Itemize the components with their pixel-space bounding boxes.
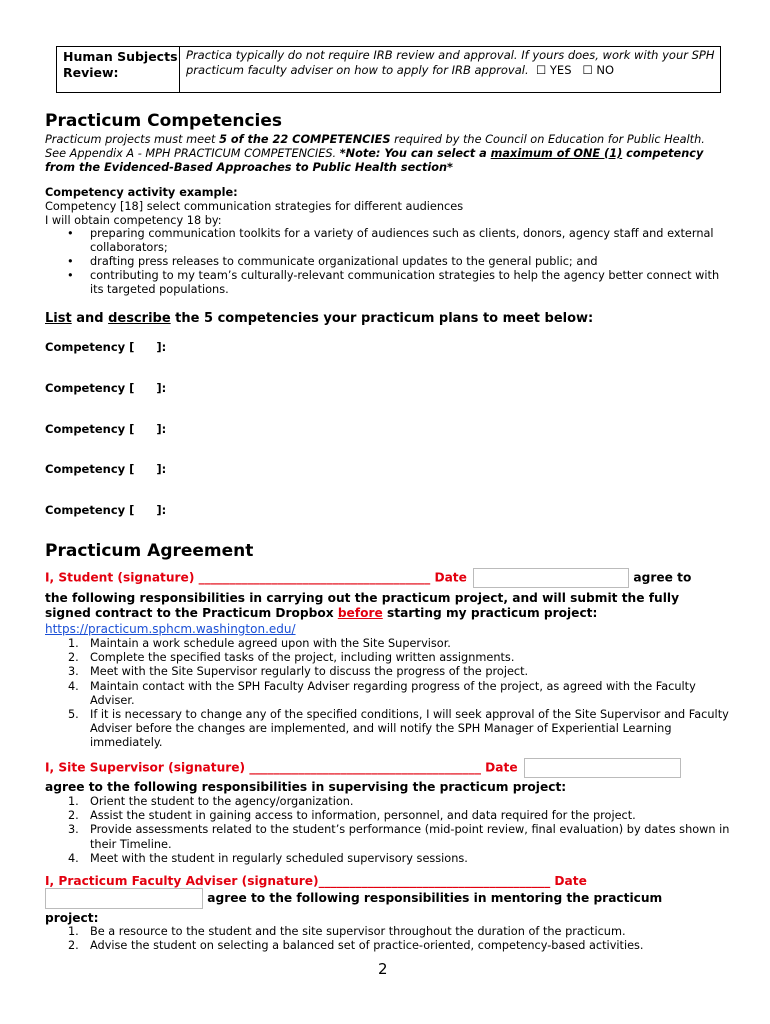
supervisor-item: Provide assessments related to the student’s performance (mid-point review, final evaluation) by dates shown in their Timeline. bbox=[90, 823, 730, 851]
adviser-resp-text-2: project: bbox=[45, 911, 99, 925]
irb-no-checkbox[interactable]: ☐ NO bbox=[582, 62, 615, 77]
competency-close: ]: bbox=[156, 340, 167, 354]
competency-label: Competency [ bbox=[45, 422, 135, 436]
page-number: 2 bbox=[378, 960, 388, 978]
competency-close: ]: bbox=[156, 462, 167, 476]
supervisor-item: Orient the student to the agency/organization. bbox=[90, 795, 354, 808]
list-item: 2. Advise the student on selecting a balanced set of practice-oriented, competency-based activities. bbox=[68, 939, 644, 953]
supervisor-responsibilities-intro: agree to the following responsibilities in supervising the practicum project: bbox=[45, 780, 567, 794]
irb-text: Practica typically do not require IRB review and approval. If yours does, work with your SPH practicum faculty adviser on how to apply for IRB approval. bbox=[186, 48, 715, 77]
competency-row-3[interactable] bbox=[45, 422, 166, 436]
list-item: 1. Orient the student to the agency/organization. bbox=[68, 795, 354, 808]
competency-row-1[interactable] bbox=[45, 340, 166, 354]
example-heading: Competency activity example: bbox=[45, 186, 238, 199]
competency-label: Competency [ bbox=[45, 462, 135, 476]
competency-label: Competency [ bbox=[45, 340, 135, 354]
competencies-intro bbox=[45, 133, 725, 174]
list-item: 4. Meet with the student in regularly scheduled supervisory sessions. bbox=[68, 851, 468, 865]
student-resp-text-2: starting my practicum project: bbox=[382, 606, 598, 620]
adviser-date-field[interactable] bbox=[45, 888, 203, 909]
supervisor-item: Assist the student in gaining access to information, personnel, and data required for the project. bbox=[90, 809, 636, 823]
example-line-2: I will obtain competency 18 by: bbox=[45, 213, 222, 227]
adviser-item: Be a resource to the student and the site supervisor throughout the duration of the practicum. bbox=[90, 925, 626, 938]
before-word: before bbox=[337, 606, 383, 620]
list-item: 5. If it is necessary to change any of the specified conditions, I will seek approval of the Site Supervisor and Faculty Adviser before the changes are implemented, and will notify the SPH Manager of Experiential Learning immediately. bbox=[68, 708, 729, 750]
student-signature-label: I, Student (signature) ______________________________________ Date bbox=[45, 570, 467, 585]
competency-row-4[interactable] bbox=[45, 462, 166, 476]
competency-row-5[interactable] bbox=[45, 503, 166, 517]
adviser-item: Advise the student on selecting a balanced set of practice-oriented, competency-based activities. bbox=[90, 939, 644, 953]
student-responsibilities-list bbox=[45, 637, 735, 751]
competencies-heading: Practicum Competencies bbox=[45, 111, 283, 131]
list-item: 1. Be a resource to the student and the site supervisor throughout the duration of the practicum. bbox=[68, 925, 626, 938]
competency-label: Competency [ bbox=[45, 381, 135, 395]
adviser-responsibilities-list bbox=[45, 925, 735, 953]
supervisor-responsibilities-list bbox=[45, 795, 735, 866]
student-item: Complete the specified tasks of the project, including written assignments. bbox=[90, 651, 515, 665]
note-text-2: competency from the Evidenced-Based Approaches to Public Health section* bbox=[45, 146, 704, 174]
list-rest: the 5 competencies your practicum plans to meet below: bbox=[170, 311, 594, 326]
intro-bold: 5 of the 22 COMPETENCIES bbox=[219, 133, 391, 146]
describe-word: describe bbox=[108, 311, 171, 326]
list-word: List bbox=[45, 311, 72, 326]
note-text-1: *Note: You can select a bbox=[339, 146, 491, 160]
student-resp-text-1: the following responsibilities in carrying out the practicum project, and will submit the fully signed contract to the Practicum Dropbox bbox=[45, 591, 680, 620]
intro-text-1: Practicum projects must meet bbox=[45, 133, 220, 146]
supervisor-date-field[interactable] bbox=[524, 758, 681, 778]
student-item: If it is necessary to change any of the specified conditions, I will seek approval of the Site Supervisor and Faculty Adviser before the changes are implemented, and will notify the SPH Manager of Experiential Learning immediately. bbox=[90, 708, 729, 750]
competency-example bbox=[45, 186, 735, 296]
competency-close: ]: bbox=[156, 422, 167, 436]
note-underline: maximum of ONE (1) bbox=[490, 146, 623, 160]
agree-to-label: agree to bbox=[633, 570, 692, 585]
student-signature-line bbox=[45, 568, 735, 588]
competency-row-2[interactable] bbox=[45, 381, 166, 395]
list-item: 2. Complete the specified tasks of the project, including written assignments. bbox=[68, 651, 515, 665]
list-instruction bbox=[45, 311, 593, 326]
adviser-signature-line bbox=[45, 888, 735, 909]
list-item: 4. Maintain contact with the SPH Faculty Adviser regarding progress of the project, as agreed with the Faculty Adviser. bbox=[68, 679, 696, 707]
competency-close: ]: bbox=[156, 503, 167, 517]
agreement-heading: Practicum Agreement bbox=[45, 541, 254, 561]
list-item: 3. Meet with the Site Supervisor regularly to discuss the progress of the project. bbox=[68, 665, 529, 679]
example-bullet: • contributing to my team’s culturally-relevant communication strategies to help the agency better connect with its targeted populations. bbox=[90, 269, 735, 297]
student-responsibilities-intro bbox=[45, 591, 725, 621]
irb-text-cell bbox=[180, 47, 720, 92]
list-item: 3. Provide assessments related to the student’s performance (mid-point review, final evaluation) by dates shown in their Timeline. bbox=[68, 823, 730, 851]
student-date-field[interactable] bbox=[473, 568, 629, 588]
competency-label: Competency [ bbox=[45, 503, 135, 517]
list-item: 1. Maintain a work schedule agreed upon with the Site Supervisor. bbox=[68, 637, 451, 650]
intro-text-2: required by the Council on Education for Public Health. See Appendix A - MPH PRACTICUM COMPETENCIES. bbox=[45, 133, 705, 160]
adviser-signature-label: I, Practicum Faculty Adviser (signature)______________________________________ Date bbox=[45, 874, 587, 888]
student-item: Maintain contact with the SPH Faculty Adviser regarding progress of the project, as agreed with the Faculty Adviser. bbox=[90, 679, 696, 707]
example-bullet: • preparing communication toolkits for a variety of audiences such as clients, donors, agency staff and external collaborators; bbox=[90, 227, 735, 255]
example-line-1: Competency [18] select communication strategies for different audiences bbox=[45, 199, 464, 213]
student-item: Meet with the Site Supervisor regularly to discuss the progress of the project. bbox=[90, 665, 529, 679]
supervisor-signature-label: I, Site Supervisor (signature) ______________________________________ Date bbox=[45, 760, 518, 775]
list-item: 2. Assist the student in gaining access to information, personnel, and data required for the project. bbox=[68, 809, 636, 823]
student-item: Maintain a work schedule agreed upon with the Site Supervisor. bbox=[90, 637, 451, 650]
irb-review-table bbox=[56, 46, 721, 93]
and-word: and bbox=[71, 311, 109, 326]
adviser-resp-text-1: agree to the following responsibilities in mentoring the practicum bbox=[207, 891, 663, 905]
example-bullet: • drafting press releases to communicate organizational updates to the general public; and bbox=[90, 255, 735, 269]
supervisor-item: Meet with the student in regularly scheduled supervisory sessions. bbox=[90, 851, 468, 865]
competency-close: ]: bbox=[156, 381, 167, 395]
practicum-dropbox-link[interactable]: https://practicum.sphcm.washington.edu/ bbox=[45, 622, 296, 636]
supervisor-signature-line bbox=[45, 758, 735, 778]
irb-yes-checkbox[interactable]: ☐ YES bbox=[535, 62, 572, 77]
irb-label: Human Subjects Review: bbox=[57, 47, 180, 92]
